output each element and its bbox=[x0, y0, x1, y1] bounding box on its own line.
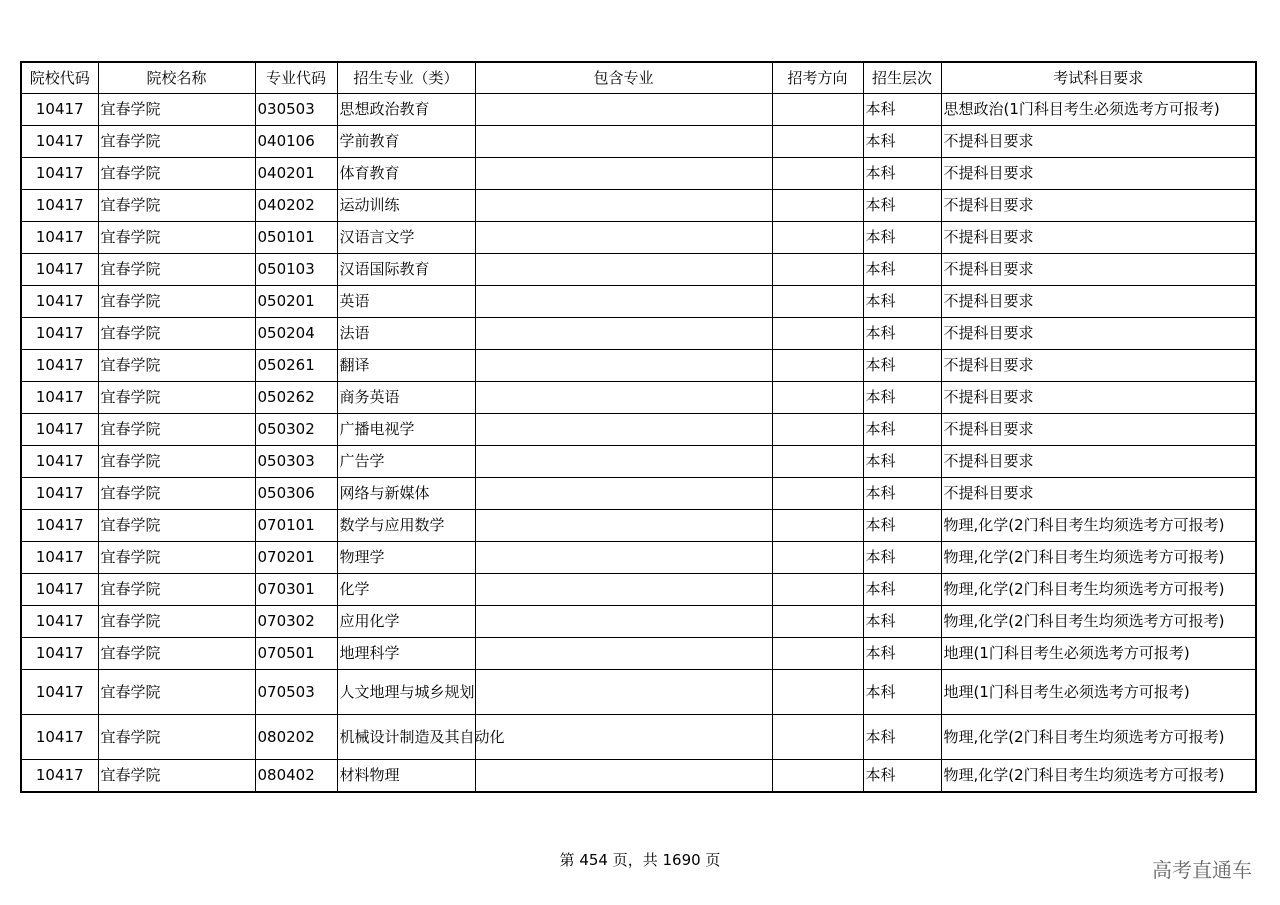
cell-school-name: 宜春学院 bbox=[98, 190, 255, 222]
cell-subject-requirement: 物理,化学(2门科目考生均须选考方可报考) bbox=[941, 542, 1256, 574]
cell-level: 本科 bbox=[863, 190, 941, 222]
cell-subject-requirement: 不提科目要求 bbox=[941, 350, 1256, 382]
cell-school-code: 10417 bbox=[21, 715, 98, 760]
cell-school-code: 10417 bbox=[21, 94, 98, 126]
cell-major-code: 040106 bbox=[255, 126, 337, 158]
cell-level: 本科 bbox=[863, 606, 941, 638]
cell-major-code: 070301 bbox=[255, 574, 337, 606]
cell-level: 本科 bbox=[863, 254, 941, 286]
cell-subject-requirement: 地理(1门科目考生必须选考方可报考) bbox=[941, 638, 1256, 670]
cell-major-code: 050303 bbox=[255, 446, 337, 478]
table-row bbox=[21, 254, 1256, 286]
cell-direction bbox=[772, 126, 863, 158]
cell-school-name: 宜春学院 bbox=[98, 350, 255, 382]
cell-school-code: 10417 bbox=[21, 350, 98, 382]
cell-level: 本科 bbox=[863, 478, 941, 510]
cell-major-name: 翻译 bbox=[337, 350, 475, 382]
cell-major-code: 070503 bbox=[255, 670, 337, 715]
cell-subject-requirement: 思想政治(1门科目考生必须选考方可报考) bbox=[941, 94, 1256, 126]
table-row bbox=[21, 414, 1256, 446]
cell-school-code: 10417 bbox=[21, 190, 98, 222]
cell-level: 本科 bbox=[863, 350, 941, 382]
cell-school-code: 10417 bbox=[21, 574, 98, 606]
cell-major-code: 050261 bbox=[255, 350, 337, 382]
cell-major-name: 材料物理 bbox=[337, 760, 475, 793]
cell-school-code: 10417 bbox=[21, 478, 98, 510]
cell-major-name: 网络与新媒体 bbox=[337, 478, 475, 510]
cell-level: 本科 bbox=[863, 638, 941, 670]
cell-school-name: 宜春学院 bbox=[98, 94, 255, 126]
cell-included-majors bbox=[475, 446, 772, 478]
cell-direction bbox=[772, 158, 863, 190]
cell-major-code: 030503 bbox=[255, 94, 337, 126]
cell-subject-requirement: 不提科目要求 bbox=[941, 254, 1256, 286]
cell-major-code: 050306 bbox=[255, 478, 337, 510]
cell-included-majors bbox=[475, 318, 772, 350]
cell-major-code: 070101 bbox=[255, 510, 337, 542]
header-included-majors: 包含专业 bbox=[475, 62, 772, 94]
cell-school-name: 宜春学院 bbox=[98, 670, 255, 715]
cell-school-name: 宜春学院 bbox=[98, 574, 255, 606]
cell-direction bbox=[772, 574, 863, 606]
table-row bbox=[21, 574, 1256, 606]
cell-major-name: 广告学 bbox=[337, 446, 475, 478]
cell-subject-requirement: 不提科目要求 bbox=[941, 286, 1256, 318]
cell-major-code: 050201 bbox=[255, 286, 337, 318]
cell-direction bbox=[772, 510, 863, 542]
cell-direction bbox=[772, 222, 863, 254]
cell-included-majors bbox=[475, 606, 772, 638]
cell-major-code: 050302 bbox=[255, 414, 337, 446]
table-row bbox=[21, 126, 1256, 158]
table-row bbox=[21, 222, 1256, 254]
table-row bbox=[21, 638, 1256, 670]
cell-included-majors bbox=[475, 94, 772, 126]
cell-subject-requirement: 不提科目要求 bbox=[941, 190, 1256, 222]
cell-included-majors bbox=[475, 638, 772, 670]
cell-level: 本科 bbox=[863, 158, 941, 190]
cell-major-code: 040201 bbox=[255, 158, 337, 190]
cell-school-code: 10417 bbox=[21, 670, 98, 715]
cell-major-name: 运动训练 bbox=[337, 190, 475, 222]
cell-direction bbox=[772, 350, 863, 382]
table-body bbox=[21, 94, 1256, 793]
cell-subject-requirement: 不提科目要求 bbox=[941, 414, 1256, 446]
cell-subject-requirement: 地理(1门科目考生必须选考方可报考) bbox=[941, 670, 1256, 715]
cell-major-name: 汉语国际教育 bbox=[337, 254, 475, 286]
cell-subject-requirement: 不提科目要求 bbox=[941, 382, 1256, 414]
cell-major-code: 050262 bbox=[255, 382, 337, 414]
table-row bbox=[21, 760, 1256, 793]
cell-direction bbox=[772, 254, 863, 286]
cell-school-code: 10417 bbox=[21, 222, 98, 254]
cell-included-majors bbox=[475, 542, 772, 574]
table-row bbox=[21, 670, 1256, 715]
cell-level: 本科 bbox=[863, 126, 941, 158]
cell-included-majors bbox=[475, 158, 772, 190]
cell-subject-requirement: 物理,化学(2门科目考生均须选考方可报考) bbox=[941, 760, 1256, 793]
cell-included-majors bbox=[475, 414, 772, 446]
cell-direction bbox=[772, 286, 863, 318]
cell-level: 本科 bbox=[863, 222, 941, 254]
cell-major-code: 050103 bbox=[255, 254, 337, 286]
cell-school-code: 10417 bbox=[21, 606, 98, 638]
cell-included-majors bbox=[475, 286, 772, 318]
cell-direction bbox=[772, 760, 863, 793]
cell-subject-requirement: 不提科目要求 bbox=[941, 446, 1256, 478]
cell-school-code: 10417 bbox=[21, 414, 98, 446]
cell-school-code: 10417 bbox=[21, 638, 98, 670]
cell-direction bbox=[772, 94, 863, 126]
cell-direction bbox=[772, 446, 863, 478]
cell-included-majors bbox=[475, 222, 772, 254]
table-row bbox=[21, 542, 1256, 574]
table-row bbox=[21, 350, 1256, 382]
cell-school-name: 宜春学院 bbox=[98, 158, 255, 190]
cell-included-majors bbox=[475, 126, 772, 158]
cell-subject-requirement: 不提科目要求 bbox=[941, 318, 1256, 350]
cell-direction bbox=[772, 478, 863, 510]
cell-school-code: 10417 bbox=[21, 542, 98, 574]
header-major-name: 招生专业（类） bbox=[337, 62, 475, 94]
cell-school-name: 宜春学院 bbox=[98, 510, 255, 542]
cell-subject-requirement: 不提科目要求 bbox=[941, 478, 1256, 510]
cell-level: 本科 bbox=[863, 574, 941, 606]
table-row bbox=[21, 94, 1256, 126]
header-major-code: 专业代码 bbox=[255, 62, 337, 94]
cell-school-code: 10417 bbox=[21, 382, 98, 414]
cell-direction bbox=[772, 318, 863, 350]
header-school-code: 院校代码 bbox=[21, 62, 98, 94]
cell-major-name: 英语 bbox=[337, 286, 475, 318]
cell-level: 本科 bbox=[863, 414, 941, 446]
cell-included-majors bbox=[475, 478, 772, 510]
cell-major-code: 070501 bbox=[255, 638, 337, 670]
cell-school-name: 宜春学院 bbox=[98, 638, 255, 670]
cell-level: 本科 bbox=[863, 382, 941, 414]
cell-major-code: 080202 bbox=[255, 715, 337, 760]
cell-major-name: 人文地理与城乡规划 bbox=[337, 670, 475, 715]
cell-direction bbox=[772, 542, 863, 574]
header-school-name: 院校名称 bbox=[98, 62, 255, 94]
cell-level: 本科 bbox=[863, 446, 941, 478]
page-number: 第 454 页，共 1690 页 bbox=[559, 851, 721, 869]
cell-major-name: 数学与应用数学 bbox=[337, 510, 475, 542]
cell-major-name: 商务英语 bbox=[337, 382, 475, 414]
cell-level: 本科 bbox=[863, 510, 941, 542]
cell-major-name: 物理学 bbox=[337, 542, 475, 574]
cell-school-name: 宜春学院 bbox=[98, 318, 255, 350]
watermark-logo: 高考直通车 bbox=[1152, 858, 1252, 882]
cell-major-name: 体育教育 bbox=[337, 158, 475, 190]
cell-school-code: 10417 bbox=[21, 286, 98, 318]
cell-school-name: 宜春学院 bbox=[98, 286, 255, 318]
cell-school-code: 10417 bbox=[21, 318, 98, 350]
cell-school-name: 宜春学院 bbox=[98, 126, 255, 158]
header-row bbox=[21, 62, 1256, 94]
cell-major-code: 070302 bbox=[255, 606, 337, 638]
cell-major-name: 汉语言文学 bbox=[337, 222, 475, 254]
cell-major-code: 050101 bbox=[255, 222, 337, 254]
cell-included-majors bbox=[475, 760, 772, 793]
cell-school-name: 宜春学院 bbox=[98, 542, 255, 574]
table-row bbox=[21, 510, 1256, 542]
cell-direction bbox=[772, 606, 863, 638]
cell-subject-requirement: 不提科目要求 bbox=[941, 158, 1256, 190]
cell-school-name: 宜春学院 bbox=[98, 606, 255, 638]
cell-school-name: 宜春学院 bbox=[98, 715, 255, 760]
table-row bbox=[21, 158, 1256, 190]
cell-direction bbox=[772, 382, 863, 414]
cell-subject-requirement: 物理,化学(2门科目考生均须选考方可报考) bbox=[941, 510, 1256, 542]
cell-major-code: 050204 bbox=[255, 318, 337, 350]
cell-school-code: 10417 bbox=[21, 510, 98, 542]
cell-major-name: 广播电视学 bbox=[337, 414, 475, 446]
cell-major-name: 思想政治教育 bbox=[337, 94, 475, 126]
cell-included-majors bbox=[475, 382, 772, 414]
cell-school-name: 宜春学院 bbox=[98, 222, 255, 254]
cell-major-name: 机械设计制造及其自动化 bbox=[337, 715, 475, 760]
cell-level: 本科 bbox=[863, 715, 941, 760]
cell-included-majors bbox=[475, 574, 772, 606]
cell-direction bbox=[772, 715, 863, 760]
table-row bbox=[21, 190, 1256, 222]
cell-major-code: 080402 bbox=[255, 760, 337, 793]
cell-direction bbox=[772, 670, 863, 715]
cell-school-name: 宜春学院 bbox=[98, 382, 255, 414]
cell-direction bbox=[772, 190, 863, 222]
cell-included-majors bbox=[475, 670, 772, 715]
cell-level: 本科 bbox=[863, 542, 941, 574]
cell-included-majors bbox=[475, 715, 772, 760]
cell-school-name: 宜春学院 bbox=[98, 760, 255, 793]
cell-level: 本科 bbox=[863, 286, 941, 318]
cell-subject-requirement: 不提科目要求 bbox=[941, 126, 1256, 158]
cell-included-majors bbox=[475, 190, 772, 222]
cell-direction bbox=[772, 638, 863, 670]
cell-major-name: 化学 bbox=[337, 574, 475, 606]
cell-included-majors bbox=[475, 510, 772, 542]
cell-school-code: 10417 bbox=[21, 760, 98, 793]
cell-level: 本科 bbox=[863, 94, 941, 126]
header-subject-requirement: 考试科目要求 bbox=[941, 62, 1256, 94]
table-row bbox=[21, 446, 1256, 478]
table-row bbox=[21, 606, 1256, 638]
cell-subject-requirement: 物理,化学(2门科目考生均须选考方可报考) bbox=[941, 715, 1256, 760]
cell-subject-requirement: 不提科目要求 bbox=[941, 222, 1256, 254]
cell-major-code: 070201 bbox=[255, 542, 337, 574]
cell-school-name: 宜春学院 bbox=[98, 254, 255, 286]
cell-school-code: 10417 bbox=[21, 158, 98, 190]
cell-major-name: 学前教育 bbox=[337, 126, 475, 158]
header-direction: 招考方向 bbox=[772, 62, 863, 94]
cell-subject-requirement: 物理,化学(2门科目考生均须选考方可报考) bbox=[941, 574, 1256, 606]
cell-subject-requirement: 物理,化学(2门科目考生均须选考方可报考) bbox=[941, 606, 1256, 638]
cell-major-name: 应用化学 bbox=[337, 606, 475, 638]
cell-school-name: 宜春学院 bbox=[98, 478, 255, 510]
cell-school-name: 宜春学院 bbox=[98, 446, 255, 478]
cell-direction bbox=[772, 414, 863, 446]
table-row bbox=[21, 715, 1256, 760]
table-row bbox=[21, 478, 1256, 510]
cell-level: 本科 bbox=[863, 670, 941, 715]
cell-level: 本科 bbox=[863, 760, 941, 793]
table-row bbox=[21, 318, 1256, 350]
cell-school-code: 10417 bbox=[21, 254, 98, 286]
table-row bbox=[21, 286, 1256, 318]
cell-school-code: 10417 bbox=[21, 126, 98, 158]
cell-school-name: 宜春学院 bbox=[98, 414, 255, 446]
cell-major-name: 法语 bbox=[337, 318, 475, 350]
cell-major-code: 040202 bbox=[255, 190, 337, 222]
cell-included-majors bbox=[475, 254, 772, 286]
cell-included-majors bbox=[475, 350, 772, 382]
enrollment-table bbox=[20, 61, 1257, 793]
cell-school-code: 10417 bbox=[21, 446, 98, 478]
cell-level: 本科 bbox=[863, 318, 941, 350]
table-row bbox=[21, 382, 1256, 414]
header-level: 招生层次 bbox=[863, 62, 941, 94]
cell-major-name: 地理科学 bbox=[337, 638, 475, 670]
